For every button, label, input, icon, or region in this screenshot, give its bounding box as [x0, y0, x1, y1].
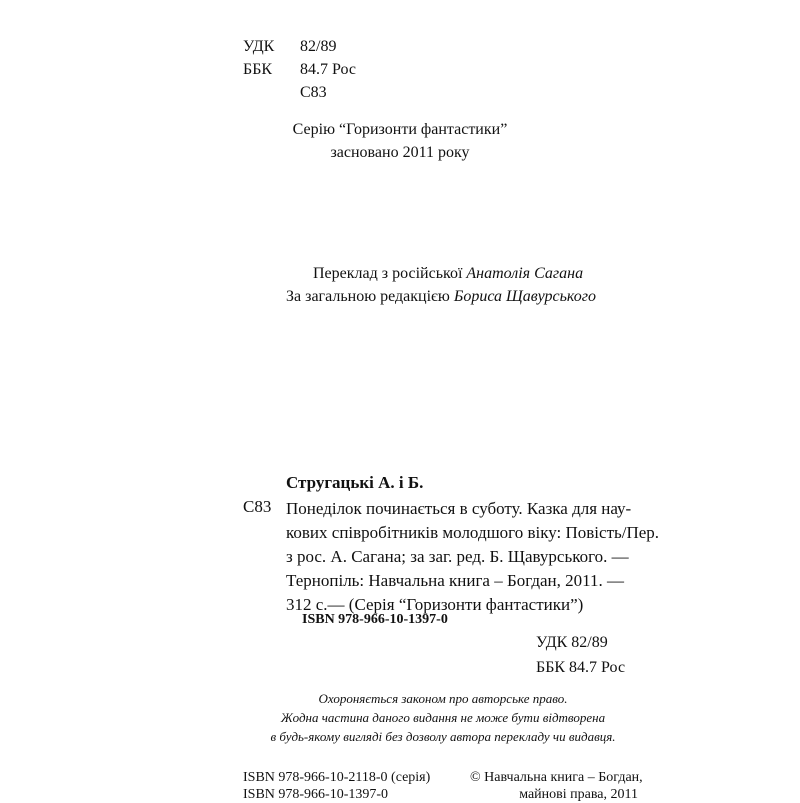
annotation-line: 312 с.— (Серія “Горизонти фантастики”)	[286, 595, 584, 614]
card-udk: УДК 82/89	[536, 634, 608, 651]
card-annotation	[286, 497, 659, 617]
bbk-label: ББК	[243, 61, 273, 78]
card-author: Стругацькі А. і Б.	[286, 473, 424, 492]
card-classification	[536, 630, 625, 680]
editor-name: Бориса Щавурського	[453, 288, 597, 305]
copyright-holder	[470, 769, 643, 803]
editor-prefix: За загальною редакцією	[286, 288, 454, 305]
bbk-value: 84.7 Рос	[300, 61, 356, 78]
notice-line: Жодна частина даного видання не може бути відтворена	[280, 710, 606, 725]
card-isbn: ISBN 978-966-10-1397-0	[302, 612, 448, 627]
classification-block	[243, 34, 383, 114]
catalog-code: С83	[300, 84, 327, 101]
card-code: С83	[243, 497, 272, 516]
annotation-line: Понеділок починається в суботу. Казка для нау-	[286, 499, 632, 518]
annotation-line: з рос. А. Сагана; за заг. ред. Б. Щавурського. —	[286, 547, 629, 566]
udk-value: 82/89	[300, 38, 337, 55]
translator-name: Анатолія Сагана	[466, 265, 584, 282]
series-note-line-2: засновано 2011 року	[330, 144, 470, 161]
copyright-holder-line-2: майнові права, 2011	[519, 787, 638, 802]
isbn-list	[243, 769, 430, 803]
copyright-holder-line-1: © Навчальна книга – Богдан,	[470, 770, 643, 785]
annotation-line: кових співробітників молодшого віку: Повість/Пер.	[286, 523, 660, 542]
notice-line: в будь-якому вигляді без дозволу автора перекладу чи видавця.	[270, 729, 616, 744]
isbn-book: ISBN 978-966-10-1397-0	[243, 787, 389, 802]
notice-line: Охороняється законом про авторське право.	[318, 691, 568, 706]
translation-credit	[313, 262, 583, 285]
udk-label: УДК	[243, 38, 275, 55]
translation-prefix: Переклад з російської	[313, 265, 467, 282]
card-bbk: ББК 84.7 Рос	[536, 659, 626, 676]
annotation-line: Тернопіль: Навчальна книга – Богдан, 2011. —	[286, 571, 625, 590]
series-note-line-1: Серію “Горизонти фантастики”	[292, 121, 508, 138]
copyright-notice	[0, 689, 800, 746]
isbn-series: ISBN 978-966-10-2118-0 (серія)	[243, 770, 431, 785]
editor-credit	[286, 285, 596, 308]
series-note	[0, 118, 800, 164]
